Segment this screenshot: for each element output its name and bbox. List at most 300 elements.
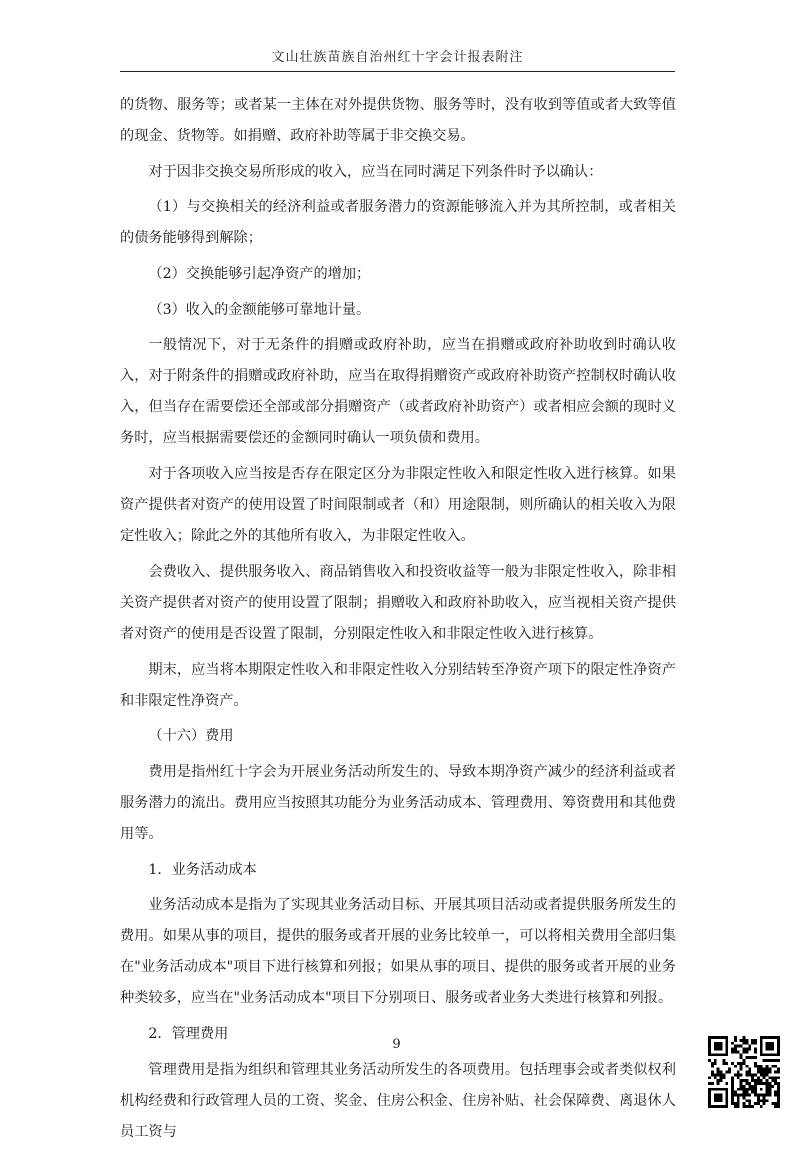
qr-module bbox=[743, 1039, 746, 1042]
qr-module bbox=[763, 1068, 766, 1071]
qr-module bbox=[720, 1076, 723, 1079]
qr-module bbox=[766, 1042, 769, 1045]
qr-module bbox=[754, 1073, 757, 1076]
qr-module bbox=[717, 1105, 720, 1108]
qr-module bbox=[714, 1076, 717, 1079]
qr-module bbox=[777, 1045, 780, 1048]
qr-module bbox=[771, 1076, 774, 1079]
qr-module bbox=[748, 1094, 751, 1097]
qr-module bbox=[743, 1050, 746, 1053]
qr-module bbox=[745, 1056, 748, 1059]
qr-module bbox=[760, 1082, 763, 1085]
qr-module bbox=[743, 1042, 746, 1045]
qr-module bbox=[708, 1059, 711, 1062]
qr-module bbox=[751, 1105, 754, 1108]
qr-module bbox=[745, 1105, 748, 1108]
qr-module bbox=[734, 1048, 737, 1051]
qr-module bbox=[745, 1048, 748, 1051]
qr-module bbox=[737, 1088, 740, 1091]
qr-module bbox=[720, 1088, 723, 1091]
qr-module bbox=[722, 1036, 725, 1039]
qr-module bbox=[725, 1094, 728, 1097]
qr-module bbox=[722, 1059, 725, 1062]
qr-module bbox=[751, 1088, 754, 1091]
qr-module bbox=[725, 1105, 728, 1108]
qr-module bbox=[714, 1099, 717, 1102]
qr-module bbox=[771, 1036, 774, 1039]
qr-module bbox=[757, 1099, 760, 1102]
qr-module bbox=[737, 1050, 740, 1053]
qr-module bbox=[720, 1042, 723, 1045]
qr-module bbox=[748, 1082, 751, 1085]
qr-module bbox=[771, 1048, 774, 1051]
qr-module bbox=[731, 1042, 734, 1045]
qr-module bbox=[774, 1079, 777, 1082]
qr-module bbox=[731, 1099, 734, 1102]
qr-module bbox=[766, 1065, 769, 1068]
qr-module bbox=[745, 1071, 748, 1074]
qr-module bbox=[745, 1039, 748, 1042]
qr-module bbox=[711, 1073, 714, 1076]
qr-module bbox=[766, 1036, 769, 1039]
qr-module bbox=[748, 1068, 751, 1071]
qr-module bbox=[720, 1045, 723, 1048]
qr-module bbox=[777, 1053, 780, 1056]
qr-module bbox=[708, 1045, 711, 1048]
qr-module bbox=[771, 1042, 774, 1045]
qr-module bbox=[722, 1088, 725, 1091]
qr-module bbox=[725, 1050, 728, 1053]
qr-module bbox=[711, 1105, 714, 1108]
qr-module bbox=[754, 1079, 757, 1082]
qr-module bbox=[777, 1088, 780, 1091]
page-number: 9 bbox=[392, 1037, 401, 1052]
qr-module bbox=[745, 1088, 748, 1091]
qr-module bbox=[757, 1102, 760, 1105]
qr-module bbox=[760, 1099, 763, 1102]
qr-module bbox=[754, 1088, 757, 1091]
qr-module bbox=[740, 1045, 743, 1048]
qr-module bbox=[725, 1039, 728, 1042]
qr-module bbox=[757, 1065, 760, 1068]
qr-module bbox=[720, 1073, 723, 1076]
qr-module bbox=[777, 1071, 780, 1074]
qr-module bbox=[774, 1091, 777, 1094]
qr-module bbox=[745, 1050, 748, 1053]
qr-module bbox=[760, 1065, 763, 1068]
qr-module bbox=[743, 1096, 746, 1099]
qr-module bbox=[777, 1036, 780, 1039]
qr-module bbox=[722, 1073, 725, 1076]
qr-module bbox=[734, 1102, 737, 1105]
qr-module bbox=[751, 1079, 754, 1082]
qr-module bbox=[714, 1096, 717, 1099]
qr-module bbox=[740, 1073, 743, 1076]
qr-module bbox=[766, 1068, 769, 1071]
qr-module bbox=[754, 1085, 757, 1088]
qr-module bbox=[754, 1102, 757, 1105]
qr-module bbox=[714, 1062, 717, 1065]
qr-module bbox=[708, 1076, 711, 1079]
qr-module bbox=[725, 1091, 728, 1094]
qr-module bbox=[768, 1053, 771, 1056]
qr-module bbox=[777, 1094, 780, 1097]
qr-module bbox=[717, 1053, 720, 1056]
paragraph: 费用是指州红十字会为开展业务活动所发生的、导致本期净资产减少的经济利益或者服务潜力的流出。费用应当按照其功能分为业务活动成本、管理费用、筹资费用和其他费用等。 bbox=[120, 763, 676, 842]
qr-module bbox=[740, 1065, 743, 1068]
qr-module bbox=[777, 1085, 780, 1088]
qr-module bbox=[766, 1059, 769, 1062]
qr-module bbox=[777, 1105, 780, 1108]
qr-module bbox=[711, 1065, 714, 1068]
qr-module bbox=[737, 1099, 740, 1102]
qr-module bbox=[763, 1073, 766, 1076]
qr-module bbox=[757, 1082, 760, 1085]
qr-module bbox=[743, 1085, 746, 1088]
qr-module bbox=[734, 1105, 737, 1108]
qr-module bbox=[745, 1065, 748, 1068]
qr-module bbox=[757, 1071, 760, 1074]
qr-module bbox=[708, 1096, 711, 1099]
subsection-heading: 2．管理费用 bbox=[148, 1025, 229, 1042]
qr-module bbox=[760, 1039, 763, 1042]
qr-module bbox=[737, 1094, 740, 1097]
qr-module bbox=[748, 1105, 751, 1108]
qr-module bbox=[760, 1073, 763, 1076]
qr-module bbox=[728, 1068, 731, 1071]
qr-module bbox=[763, 1053, 766, 1056]
qr-module bbox=[760, 1048, 763, 1051]
paragraph: 的货物、服务等；或者某一主体在对外提供货物、服务等时，没有收到等值或者大致等值的现金、货物等。如捐赠、政府补助等属于非交换交易。 bbox=[120, 97, 676, 144]
qr-module bbox=[777, 1039, 780, 1042]
qr-module bbox=[740, 1088, 743, 1091]
qr-module bbox=[731, 1050, 734, 1053]
qr-module bbox=[766, 1085, 769, 1088]
qr-module bbox=[763, 1036, 766, 1039]
qr-module bbox=[737, 1062, 740, 1065]
qr-module bbox=[743, 1094, 746, 1097]
paragraph: 对于因非交换交易所形成的收入，应当在同时满足下列条件时予以确认： bbox=[148, 163, 603, 180]
qr-module bbox=[763, 1102, 766, 1105]
qr-module bbox=[774, 1102, 777, 1105]
qr-module bbox=[757, 1079, 760, 1082]
qr-module bbox=[714, 1105, 717, 1108]
qr-module bbox=[728, 1071, 731, 1074]
qr-module bbox=[768, 1068, 771, 1071]
qr-module bbox=[774, 1082, 777, 1085]
qr-module bbox=[711, 1082, 714, 1085]
qr-module bbox=[740, 1062, 743, 1065]
qr-module bbox=[737, 1076, 740, 1079]
qr-module bbox=[734, 1045, 737, 1048]
qr-module bbox=[714, 1088, 717, 1091]
qr-module bbox=[751, 1056, 754, 1059]
qr-module bbox=[777, 1099, 780, 1102]
qr-module bbox=[737, 1105, 740, 1108]
qr-module bbox=[754, 1091, 757, 1094]
qr-module bbox=[748, 1088, 751, 1091]
qr-module bbox=[708, 1105, 711, 1108]
paragraph: 一般情况下，对于无条件的捐赠或政府补助，应当在捐赠或政府补助收到时确认收入，对于附条件的捐赠或政府补助，应当在取得捐赠资产或政府补助资产控制权时确认收入，但当存在需要偿还全部或部分捐赠资产（或者政府补助资产）或者相应会额的现时义务时，应当根据需要偿还的金额同时确认一项负债和费用。 bbox=[120, 337, 676, 447]
qr-module bbox=[763, 1071, 766, 1074]
qr-module bbox=[766, 1048, 769, 1051]
qr-module bbox=[737, 1071, 740, 1074]
qr-module bbox=[714, 1036, 717, 1039]
qr-module bbox=[708, 1099, 711, 1102]
qr-module bbox=[740, 1068, 743, 1071]
qr-module bbox=[717, 1045, 720, 1048]
qr-module bbox=[768, 1071, 771, 1074]
qr-module bbox=[777, 1059, 780, 1062]
paragraph: （3）收入的金额能够可靠地计量。 bbox=[148, 301, 371, 318]
qr-module bbox=[714, 1045, 717, 1048]
qr-module bbox=[760, 1071, 763, 1074]
qr-module bbox=[717, 1094, 720, 1097]
qr-module bbox=[725, 1102, 728, 1105]
qr-module bbox=[774, 1071, 777, 1074]
qr-module bbox=[768, 1036, 771, 1039]
qr-module bbox=[766, 1071, 769, 1074]
qr-module bbox=[768, 1082, 771, 1085]
qr-module bbox=[745, 1042, 748, 1045]
qr-module bbox=[777, 1102, 780, 1105]
paragraph: 期末，应当将本期限定性收入和非限定性收入分别结转至净资产项下的限定性净资产和非限定性净资产。 bbox=[120, 661, 676, 709]
qr-module bbox=[774, 1059, 777, 1062]
qr-module bbox=[777, 1091, 780, 1094]
qr-module bbox=[714, 1059, 717, 1062]
qr-module bbox=[725, 1062, 728, 1065]
qr-module bbox=[714, 1094, 717, 1097]
qr-module bbox=[711, 1088, 714, 1091]
qr-module bbox=[757, 1096, 760, 1099]
qr-module bbox=[740, 1079, 743, 1082]
qr-module bbox=[734, 1094, 737, 1097]
qr-module bbox=[748, 1099, 751, 1102]
qr-module bbox=[760, 1050, 763, 1053]
qr-module bbox=[731, 1085, 734, 1088]
qr-module bbox=[725, 1096, 728, 1099]
qr-module bbox=[774, 1053, 777, 1056]
qr-module bbox=[720, 1079, 723, 1082]
qr-module bbox=[754, 1050, 757, 1053]
qr-module bbox=[725, 1042, 728, 1045]
qr-module bbox=[760, 1079, 763, 1082]
qr-module bbox=[777, 1082, 780, 1085]
qr-module bbox=[708, 1088, 711, 1091]
qr-module bbox=[725, 1036, 728, 1039]
qr-module bbox=[777, 1050, 780, 1053]
qr-module bbox=[725, 1082, 728, 1085]
qr-module bbox=[708, 1048, 711, 1051]
qr-module bbox=[745, 1082, 748, 1085]
qr-module bbox=[740, 1053, 743, 1056]
qr-module bbox=[734, 1050, 737, 1053]
section-heading: （十六）费用 bbox=[148, 728, 234, 745]
qr-module bbox=[763, 1094, 766, 1097]
qr-module bbox=[766, 1091, 769, 1094]
qr-module bbox=[725, 1088, 728, 1091]
qr-module bbox=[763, 1096, 766, 1099]
qr-module bbox=[708, 1091, 711, 1094]
qr-module bbox=[737, 1045, 740, 1048]
paragraph: 业务活动成本是指为了实现其业务活动目标、开展其项目活动或者提供服务所发生的费用。如果从事的项目，提供的服务或者开展的业务比较单一，可以将相关费用全部归集在"业务活动成本"项目下进行核算和列报；如果从事的项目、提供的服务或者开展的业务种类较多，应当在"业务活动成本"项目下分别项日、服务或者业务大类进行核算和列报。 bbox=[120, 897, 676, 1007]
qr-module bbox=[720, 1048, 723, 1051]
qr-module bbox=[717, 1036, 720, 1039]
qr-module bbox=[722, 1053, 725, 1056]
header-divider bbox=[120, 71, 675, 72]
qr-module bbox=[757, 1094, 760, 1097]
qr-module bbox=[740, 1085, 743, 1088]
qr-module bbox=[731, 1091, 734, 1094]
qr-module bbox=[720, 1099, 723, 1102]
page-header: 文山壮族苗族自治州红十字会计报表附注 bbox=[271, 50, 524, 65]
qr-module bbox=[774, 1076, 777, 1079]
qr-module bbox=[768, 1094, 771, 1097]
qr-module bbox=[751, 1085, 754, 1088]
qr-module bbox=[768, 1045, 771, 1048]
qr-module bbox=[725, 1048, 728, 1051]
qr-module bbox=[731, 1076, 734, 1079]
qr-module bbox=[720, 1105, 723, 1108]
qr-module bbox=[743, 1048, 746, 1051]
qr-module bbox=[711, 1036, 714, 1039]
document-body bbox=[120, 90, 676, 1152]
qr-module bbox=[711, 1062, 714, 1065]
qr-module bbox=[731, 1088, 734, 1091]
qr-module bbox=[711, 1071, 714, 1074]
qr-module bbox=[760, 1053, 763, 1056]
qr-module bbox=[720, 1071, 723, 1074]
qr-module bbox=[751, 1073, 754, 1076]
qr-module bbox=[743, 1105, 746, 1108]
qr-module bbox=[768, 1091, 771, 1094]
qr-module bbox=[771, 1059, 774, 1062]
qr-module bbox=[737, 1073, 740, 1076]
qr-module bbox=[766, 1073, 769, 1076]
qr-module bbox=[777, 1096, 780, 1099]
qr-module bbox=[768, 1076, 771, 1079]
qr-module bbox=[777, 1076, 780, 1079]
qr-module bbox=[725, 1045, 728, 1048]
qr-module bbox=[766, 1088, 769, 1091]
qr-module bbox=[748, 1056, 751, 1059]
qr-module bbox=[745, 1079, 748, 1082]
qr-module bbox=[760, 1036, 763, 1039]
qr-module bbox=[725, 1071, 728, 1074]
qr-module bbox=[708, 1094, 711, 1097]
qr-module bbox=[766, 1045, 769, 1048]
qr-module bbox=[725, 1099, 728, 1102]
paragraph: （1）与交换相关的经济利益或者服务潜力的资源能够流入并为其所控制，或者相关的债务能够得到解除； bbox=[120, 199, 676, 247]
qr-module bbox=[743, 1088, 746, 1091]
qr-module bbox=[731, 1079, 734, 1082]
qr-module bbox=[768, 1088, 771, 1091]
qr-module bbox=[717, 1099, 720, 1102]
qr-module bbox=[760, 1088, 763, 1091]
paragraph: 对于各项收入应当按是否存在限定区分为非限定性收入和限定性收入进行核算。如果资产提供者对资产的使用设置了时间限制或者（和）用途限制，则所确认的相关收入为限定性收入；除此之外的其他所有收入，为非限定性收入。 bbox=[120, 466, 676, 545]
qr-module bbox=[734, 1065, 737, 1068]
qr-module bbox=[766, 1082, 769, 1085]
qr-module bbox=[771, 1065, 774, 1068]
qr-module bbox=[748, 1071, 751, 1074]
qr-module bbox=[708, 1042, 711, 1045]
qr-module bbox=[763, 1076, 766, 1079]
qr-module bbox=[754, 1062, 757, 1065]
qr-module bbox=[725, 1053, 728, 1056]
qr-module bbox=[745, 1073, 748, 1076]
qr-module bbox=[745, 1094, 748, 1097]
qr-module bbox=[766, 1094, 769, 1097]
qr-module bbox=[717, 1079, 720, 1082]
qr-module bbox=[717, 1071, 720, 1074]
qr-module bbox=[766, 1079, 769, 1082]
qr-module bbox=[720, 1036, 723, 1039]
qr-module bbox=[774, 1036, 777, 1039]
qr-module bbox=[717, 1073, 720, 1076]
qr-module bbox=[734, 1036, 737, 1039]
qr-module bbox=[760, 1094, 763, 1097]
qr-module bbox=[734, 1091, 737, 1094]
qr-module bbox=[708, 1039, 711, 1042]
qr-module bbox=[743, 1091, 746, 1094]
qr-module bbox=[714, 1042, 717, 1045]
qr-module bbox=[777, 1068, 780, 1071]
qr-module bbox=[722, 1062, 725, 1065]
paragraph: 会费收入、提供服务收入、商品销售收入和投资收益等一般为非限定性收入，除非相关资产提供者对资产的使用设置了限制；捐赠收入和政府补助收入，应当视相关资产提供者对资产的使用是否设置了限制，分别限定性收入和非限定性收入进行核算。 bbox=[120, 563, 676, 642]
qr-module bbox=[751, 1042, 754, 1045]
qr-module bbox=[774, 1065, 777, 1068]
qr-module bbox=[711, 1053, 714, 1056]
qr-module bbox=[757, 1068, 760, 1071]
qr-module bbox=[722, 1076, 725, 1079]
qr-module bbox=[708, 1082, 711, 1085]
qr-module bbox=[771, 1079, 774, 1082]
qr-module bbox=[768, 1085, 771, 1088]
qr-module bbox=[708, 1050, 711, 1053]
qr-code-icon bbox=[708, 1036, 780, 1108]
qr-module bbox=[748, 1045, 751, 1048]
qr-module bbox=[777, 1042, 780, 1045]
qr-module bbox=[754, 1065, 757, 1068]
qr-module bbox=[731, 1094, 734, 1097]
qr-module bbox=[757, 1076, 760, 1079]
qr-module bbox=[745, 1099, 748, 1102]
qr-module bbox=[748, 1073, 751, 1076]
qr-module bbox=[766, 1053, 769, 1056]
qr-module bbox=[760, 1068, 763, 1071]
qr-module bbox=[731, 1102, 734, 1105]
qr-module bbox=[771, 1102, 774, 1105]
qr-module bbox=[714, 1048, 717, 1051]
qr-module bbox=[717, 1068, 720, 1071]
qr-module bbox=[771, 1053, 774, 1056]
qr-module bbox=[743, 1059, 746, 1062]
qr-module bbox=[714, 1073, 717, 1076]
qr-module bbox=[717, 1088, 720, 1091]
paragraph: 管理费用是指为组织和管理其业务活动所发生的各项费用。包括理事会或者类似权利机构经费和行政管理人员的工资、奖金、住房公积金、住房补贴、社会保障费、离退休人员工资与 bbox=[120, 1061, 676, 1140]
qr-module bbox=[708, 1036, 711, 1039]
qr-module bbox=[748, 1102, 751, 1105]
qr-module bbox=[720, 1096, 723, 1099]
qr-module bbox=[754, 1042, 757, 1045]
qr-module bbox=[731, 1062, 734, 1065]
qr-module bbox=[751, 1091, 754, 1094]
qr-module bbox=[714, 1053, 717, 1056]
qr-module bbox=[766, 1099, 769, 1102]
qr-module bbox=[720, 1053, 723, 1056]
qr-module bbox=[717, 1096, 720, 1099]
qr-module bbox=[771, 1045, 774, 1048]
